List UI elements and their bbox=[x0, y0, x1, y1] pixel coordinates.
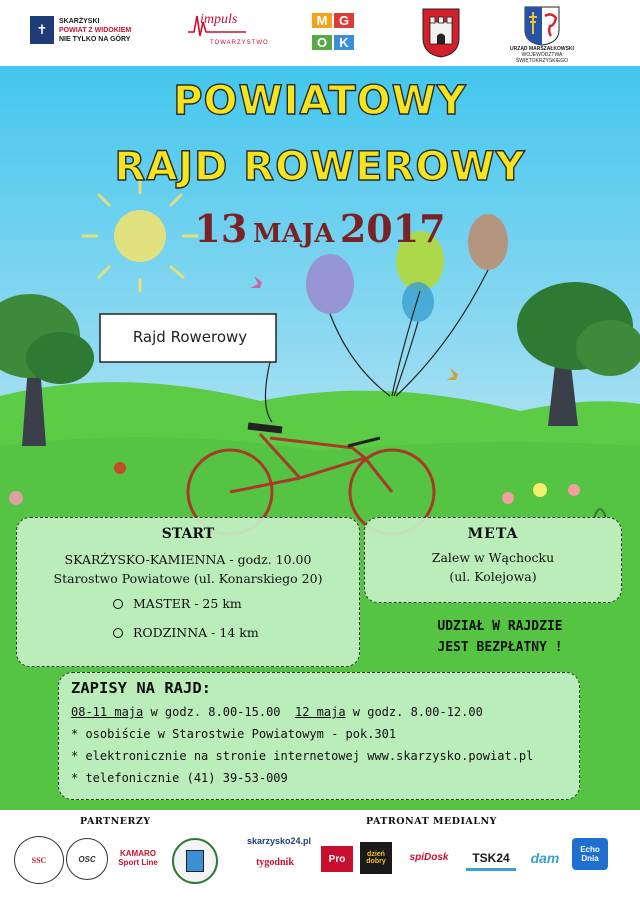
media-logo-pro: Pro bbox=[321, 846, 353, 872]
start-address: Starostwo Powiatowe (ul. Konarskiego 20) bbox=[53, 571, 323, 586]
impuls-name: impuls bbox=[200, 12, 238, 27]
registration-method: * telefonicznie (41) 39-53-009 bbox=[71, 771, 288, 785]
impuls-sub: TOWARZYSTWO bbox=[210, 40, 269, 46]
date-month: MAJA bbox=[252, 219, 335, 249]
partner-logo-osc: OSC bbox=[66, 838, 108, 880]
media-logo-tygodnik: tygodnik bbox=[256, 856, 294, 868]
media-logo-dam: dam bbox=[530, 850, 560, 866]
event-date bbox=[0, 206, 640, 251]
hours-2: w godz. 8.00-12.00 bbox=[345, 705, 483, 719]
route-option bbox=[113, 625, 359, 640]
registration-method: * osobiście w Starostwie Powiatowym - pok.301 bbox=[71, 727, 397, 741]
mgok-letter: K bbox=[334, 35, 354, 50]
partners-strip bbox=[0, 810, 640, 899]
date-day: 13 bbox=[194, 206, 248, 251]
registration-card bbox=[58, 672, 580, 800]
date-range-2: 12 maja bbox=[294, 705, 346, 719]
media-logo-spidosk: spiDosk bbox=[409, 851, 449, 863]
mgok-letter: G bbox=[334, 13, 354, 28]
registration-dates bbox=[71, 705, 579, 719]
date-year: 2017 bbox=[339, 206, 446, 251]
free-notice bbox=[380, 619, 620, 655]
date-range-1: 08-11 maja bbox=[71, 705, 144, 719]
media-label: PATRONAT MEDIALNY bbox=[366, 816, 497, 827]
route-option-label: RODZINNA - 14 km bbox=[133, 625, 259, 640]
powiat-emblem-icon: ✝ bbox=[30, 16, 54, 44]
partner-logo-seal bbox=[172, 838, 218, 884]
voivodeship-crest-icon bbox=[524, 6, 560, 46]
media-logo-dzien-dobry: dzień dobry bbox=[360, 842, 392, 874]
meta-title: META bbox=[467, 526, 519, 542]
impuls-logo bbox=[186, 10, 269, 46]
powiat-line2: POWIAT Z WIDOKIEM bbox=[59, 26, 132, 34]
powiat-line1: SKARŻYSKI bbox=[59, 17, 100, 25]
logo-strip bbox=[0, 0, 640, 66]
meta-card bbox=[364, 517, 622, 603]
poster-title-line2: RAJD ROWEROWY bbox=[114, 144, 526, 190]
urzad-logo bbox=[502, 6, 582, 64]
route-option-label: MASTER - 25 km bbox=[133, 596, 242, 611]
registration-title: ZAPISY NA RAJD: bbox=[71, 679, 211, 697]
meta-location: Zalew w Wąchocku bbox=[431, 550, 555, 565]
media-logo-echo-dnia: Echo Dnia bbox=[572, 838, 608, 870]
start-location: SKARŻYSKO-KAMIENNA - godz. 10.00 bbox=[64, 552, 312, 567]
powiat-line3: NIE TYLKO NA GÓRY bbox=[59, 35, 131, 43]
free-line2: JEST BEZPŁATNY ! bbox=[437, 640, 563, 655]
hours-1: w godz. 8.00-15.00 bbox=[143, 705, 295, 719]
media-logo-skarzysko24: skarzysko24.pl bbox=[246, 836, 312, 846]
partners-label: PARTNERZY bbox=[80, 816, 151, 827]
powiat-logo bbox=[30, 16, 131, 44]
free-line1: UDZIAŁ W RAJDZIE bbox=[437, 619, 563, 634]
urzad-line2: WOJEWÓDZTWA ŚWIĘTOKRZYSKIEGO bbox=[515, 52, 569, 64]
mgok-logo bbox=[312, 10, 354, 52]
poster-title-line1: POWIATOWY bbox=[173, 78, 467, 124]
partner-logo-ssc: SSC bbox=[14, 836, 64, 884]
start-card bbox=[16, 517, 360, 667]
sign-text: Rajd Rowerowy bbox=[132, 328, 248, 346]
registration-method: * elektronicznie na stronie internetowej www.skarzysko.powiat.pl bbox=[71, 749, 534, 763]
route-option bbox=[113, 596, 359, 611]
partner-logo-kamaro: KAMARO Sport Line bbox=[118, 849, 158, 867]
urzad-line1: URZĄD MARSZAŁKOWSKI bbox=[510, 46, 574, 52]
media-logo-tsk24: TSK24 bbox=[466, 848, 516, 871]
bullet-icon bbox=[113, 628, 123, 638]
bullet-icon bbox=[113, 599, 123, 609]
town-crest-icon bbox=[422, 8, 460, 58]
start-title: START bbox=[161, 526, 215, 542]
mgok-letter: O bbox=[312, 35, 332, 50]
mgok-letter: M bbox=[312, 13, 332, 28]
poster bbox=[0, 66, 640, 810]
shield-icon bbox=[186, 850, 204, 872]
meta-address: (ul. Kolejowa) bbox=[449, 569, 537, 584]
